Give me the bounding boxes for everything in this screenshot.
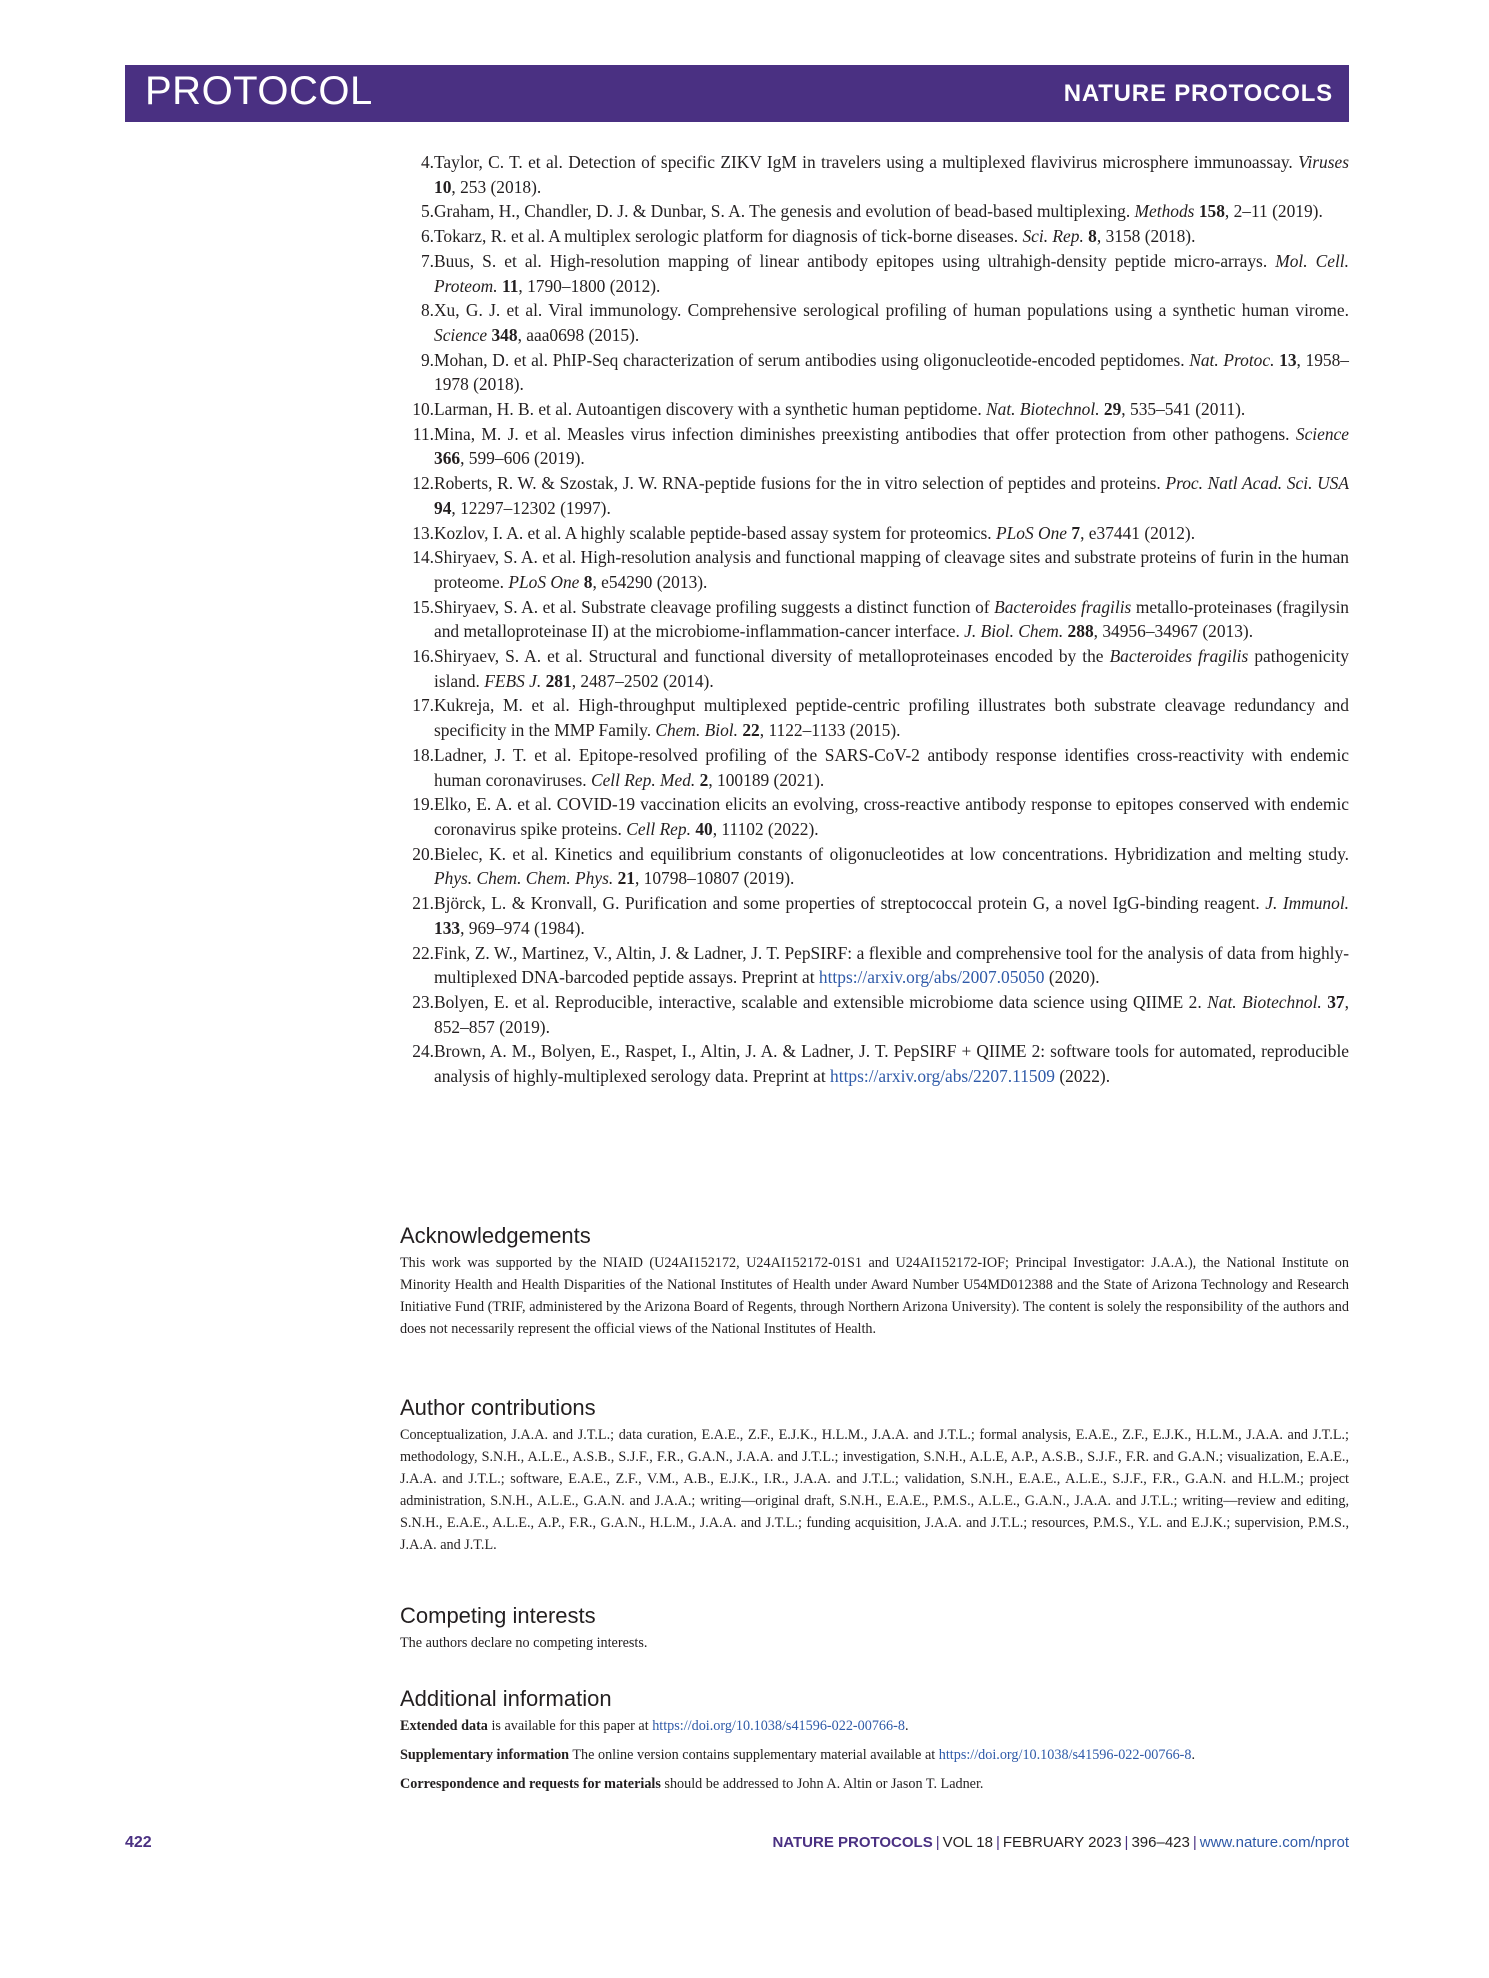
acknowledgements-text: This work was supported by the NIAID (U24AI152172, U24AI152172-01S1 and U24AI152172-IOF; Principal Investigator: J.A.A.), the National Institute on Minority Health and Health Disparities of the National Institutes of Health under Award Number U54MD012388 and the State of Arizona Technology and Research Initiative Fund (TRIF, administered by the Arizona Board of Regents, through Northern Arizona University). The content is solely the responsibility of the authors and does not necessarily represent the official views of the National Institutes of Health. — [400, 1255, 1349, 1337]
reference-number: 13. — [412, 522, 434, 543]
reference-number: 17. — [412, 695, 434, 716]
footer-date: FEBRUARY 2023 — [1002, 1834, 1122, 1851]
reference-item — [400, 521, 1349, 546]
footer-separator: | — [935, 1834, 940, 1851]
reference-number: 8. — [420, 300, 434, 321]
reference-text: Bolyen, E. et al. Reproducible, interactive, scalable and extensible microbiome data science using QIIME 2. Nat. Biotechnol. 37, 852–857 (2019). — [434, 991, 1349, 1037]
reference-text: Fink, Z. W., Martinez, V., Altin, J. & Ladner, J. T. PepSIRF: a flexible and comprehensive tool for the analysis of data from highly-multiplexed DNA-barcoded peptide assays. Preprint at https://arxiv.org/abs/2007.05050 (2020). — [434, 942, 1349, 988]
reference-text: Tokarz, R. et al. A multiplex serologic platform for diagnosis of tick-borne diseases. Sci. Rep. 8, 3158 (2018). — [434, 226, 1196, 247]
reference-number: 23. — [412, 991, 434, 1012]
reference-item — [400, 941, 1349, 990]
reference-text: Mohan, D. et al. PhIP-Seq characterization of serum antibodies using oligonucleotide-encoded peptidomes. Nat. Protoc. 13, 1958–1978 (2018). — [434, 349, 1350, 395]
reference-item — [400, 545, 1349, 594]
extended-data-end: . — [904, 1718, 909, 1734]
reference-number: 5. — [420, 201, 434, 222]
reference-item — [400, 150, 1349, 199]
extended-data-line — [400, 1715, 1349, 1737]
footer-separator: | — [1192, 1834, 1197, 1851]
reference-text: Mina, M. J. et al. Measles virus infection diminishes preexisting antibodies that offer protection from other pathogens. Science 366, 599–606 (2019). — [434, 423, 1349, 469]
footer-pages: 396–423 — [1131, 1834, 1190, 1851]
reference-text: Kozlov, I. A. et al. A highly scalable peptide-based assay system for proteomics. PLoS One 7, e37441 (2012). — [434, 522, 1196, 543]
reference-text: Graham, H., Chandler, D. J. & Dunbar, S. A. The genesis and evolution of bead-based multiplexing. Methods 158, 2–11 (2019). — [434, 201, 1323, 222]
reference-item — [400, 891, 1349, 940]
footer-url-link[interactable]: www.nature.com/nprot — [1199, 1834, 1349, 1851]
reference-item — [400, 224, 1349, 249]
reference-number: 19. — [412, 794, 434, 815]
reference-link[interactable]: https://arxiv.org/abs/2207.11509 — [830, 1066, 1055, 1087]
additional-information-heading: Additional information — [400, 1686, 612, 1711]
reference-text: Brown, A. M., Bolyen, E., Raspet, I., Altin, J. A. & Ladner, J. T. PepSIRF + QIIME 2: software tools for automated, reproducible analysis of highly-multiplexed serology data. Preprint at https://arxiv.org/abs/2207.11509 (2022). — [434, 1041, 1349, 1087]
reference-number: 22. — [412, 942, 434, 963]
reference-item — [400, 990, 1349, 1039]
reference-item — [400, 397, 1349, 422]
supplementary-info-text: The online version contains supplementary material available at — [569, 1747, 939, 1763]
correspondence-line — [400, 1773, 1349, 1795]
reference-item — [400, 842, 1349, 891]
journal-title: NATURE PROTOCOLS — [1063, 80, 1333, 107]
reference-number: 11. — [412, 423, 434, 444]
extended-data-label: Extended data — [400, 1718, 488, 1734]
reference-text: Shiryaev, S. A. et al. High-resolution analysis and functional mapping of cleavage sites and substrate proteins of furin in the human proteome. PLoS One 8, e54290 (2013). — [434, 547, 1349, 592]
supplementary-info-line — [400, 1744, 1349, 1766]
reference-item — [400, 595, 1349, 644]
reference-text: Buus, S. et al. High-resolution mapping of linear antibody epitopes using ultrahigh-density peptide micro-arrays. Mol. Cell. Proteom. 11, 1790–1800 (2012). — [434, 250, 1349, 296]
reference-number: 16. — [412, 646, 434, 667]
reference-text: Ladner, J. T. et al. Epitope-resolved profiling of the SARS-CoV-2 antibody response identifies cross-reactivity with endemic human coronaviruses. Cell Rep. Med. 2, 100189 (2021). — [434, 744, 1349, 790]
reference-text: Kukreja, M. et al. High-throughput multiplexed peptide-centric profiling illustrates both substrate cleavage redundancy and specificity in the MMP Family. Chem. Biol. 22, 1122–1133 (2015). — [434, 695, 1349, 741]
reference-number: 6. — [420, 226, 434, 247]
supplementary-info-link[interactable]: https://doi.org/10.1038/s41596-022-00766-8 — [938, 1747, 1192, 1763]
correspondence-label: Correspondence and requests for materials — [400, 1776, 661, 1792]
reference-text: Shiryaev, S. A. et al. Structural and functional diversity of metalloproteinases encoded by the Bacteroides fragilis pathogenicity island. FEBS J. 281, 2487–2502 (2014). — [434, 646, 1349, 691]
reference-item — [400, 693, 1349, 742]
reference-number: 4. — [420, 152, 434, 172]
reference-text: Elko, E. A. et al. COVID-19 vaccination elicits an evolving, cross-reactive antibody response to epitopes conserved with endemic coronavirus spike proteins. Cell Rep. 40, 11102 (2022). — [434, 794, 1349, 839]
header-bar — [125, 65, 1349, 122]
additional-information-section — [400, 1686, 1349, 1802]
correspondence-text: should be addressed to John A. Altin or Jason T. Ladner. — [660, 1776, 984, 1792]
section-label: PROTOCOL — [145, 69, 373, 113]
reference-number: 24. — [412, 1041, 434, 1062]
reference-number: 18. — [412, 744, 434, 765]
reference-link[interactable]: https://arxiv.org/abs/2007.05050 — [818, 967, 1045, 988]
reference-text: Taylor, C. T. et al. Detection of specific ZIKV IgM in travelers using a multiplexed flavivirus microsphere immunoassay. Viruses 10, 253 (2018). — [434, 152, 1349, 197]
reference-number: 15. — [412, 596, 434, 617]
reference-item — [400, 743, 1349, 792]
reference-text: Roberts, R. W. & Szostak, J. W. RNA-peptide fusions for the in vitro selection of peptides and proteins. Proc. Natl Acad. Sci. USA 94, 12297–12302 (1997). — [434, 473, 1349, 518]
acknowledgements-heading: Acknowledgements — [400, 1223, 591, 1248]
reference-item — [400, 644, 1349, 693]
footer-journal: NATURE PROTOCOLS — [772, 1834, 933, 1851]
footer-separator: | — [1124, 1834, 1129, 1851]
footer-citation — [772, 1834, 1349, 1851]
reference-number: 14. — [412, 547, 434, 568]
competing-interests-section — [400, 1603, 1349, 1654]
reference-number: 21. — [412, 893, 434, 914]
reference-number: 7. — [420, 250, 434, 271]
acknowledgements-section — [400, 1223, 1349, 1340]
reference-list — [400, 150, 1349, 1089]
extended-data-text: is available for this paper at — [487, 1718, 653, 1734]
footer-separator: | — [995, 1834, 1000, 1851]
reference-text: Björck, L. & Kronvall, G. Purification and some properties of streptococcal protein G, a novel IgG-binding reagent. J. Immunol. 133, 969–974 (1984). — [434, 893, 1350, 938]
reference-item — [400, 471, 1349, 520]
reference-item — [400, 199, 1349, 224]
author-contributions-section — [400, 1395, 1349, 1556]
reference-text: Larman, H. B. et al. Autoantigen discovery with a synthetic human peptidome. Nat. Biotechnol. 29, 535–541 (2011). — [434, 399, 1246, 420]
reference-number: 10. — [412, 399, 434, 420]
reference-number: 9. — [420, 349, 434, 370]
reference-item — [400, 792, 1349, 841]
supplementary-info-label: Supplementary information — [400, 1747, 570, 1763]
reference-number: 20. — [412, 843, 434, 864]
supplementary-info-end: . — [1191, 1747, 1196, 1763]
competing-interests-text: The authors declare no competing interests. — [400, 1635, 648, 1651]
extended-data-link[interactable]: https://doi.org/10.1038/s41596-022-00766-8 — [652, 1718, 905, 1734]
reference-item — [400, 348, 1349, 397]
author-contributions-heading: Author contributions — [400, 1395, 596, 1420]
reference-number: 12. — [412, 473, 434, 494]
reference-item — [400, 249, 1349, 298]
reference-item — [400, 422, 1349, 471]
author-contributions-text: Conceptualization, J.A.A. and J.T.L.; data curation, E.A.E., Z.F., E.J.K., H.L.M., J.A.A. and J.T.L.; formal analysis, E.A.E., Z.F., E.J.K., H.L.M., J.A.A. and J.T.L.; methodology, S.N.H., A.L.E., A.S.B., S.J.F., F.R., G.A.N., J.A.A. and J.T.L.; investigation, S.N.H., A.L.E, A.P., A.S.B., S.J.F., F.R. and G.A.N.; visualization, E.A.E., J.A.A. and J.T.L.; software, E.A.E., Z.F., V.M., A.B., E.J.K., I.R., J.A.A. and J.T.L.; validation, S.N.H., E.A.E., A.L.E., S.J.F., F.R., G.A.N. and H.L.M.; project administration, S.N.H., A.L.E., G.A.N. and J.A.A.; writing—original draft, S.N.H., E.A.E., P.M.S., A.L.E., G.A.N., J.A.A. and J.T.L.; writing—review and editing, S.N.H., E.A.E., A.L.E., A.P., F.R., G.A.N., H.L.M., J.A.A. and J.T.L.; funding acquisition, J.A.A. and J.T.L.; resources, P.M.S., Y.L. and E.J.K.; supervision, P.M.S., J.A.A. and J.T.L. — [400, 1427, 1349, 1553]
reference-text: Shiryaev, S. A. et al. Substrate cleavage profiling suggests a distinct function of Bacteroides fragilis metallo-proteinases (fragilysin and metalloproteinase II) at the microbiome-inflammation-cancer interface. J. Biol. Chem. 288, 34956–34967 (2013). — [434, 596, 1349, 642]
footer-volume: VOL 18 — [942, 1834, 993, 1851]
reference-item — [400, 298, 1349, 347]
page-number: 422 — [125, 1834, 152, 1851]
reference-item — [400, 1039, 1349, 1088]
competing-interests-heading: Competing interests — [400, 1603, 596, 1628]
reference-text: Xu, G. J. et al. Viral immunology. Comprehensive serological profiling of human populations using a synthetic human virome. Science 348, aaa0698 (2015). — [434, 300, 1349, 345]
reference-text: Bielec, K. et al. Kinetics and equilibrium constants of oligonucleotides at low concentrations. Hybridization and melting study. Phys. Chem. Chem. Phys. 21, 10798–10807 (2019). — [434, 843, 1349, 889]
